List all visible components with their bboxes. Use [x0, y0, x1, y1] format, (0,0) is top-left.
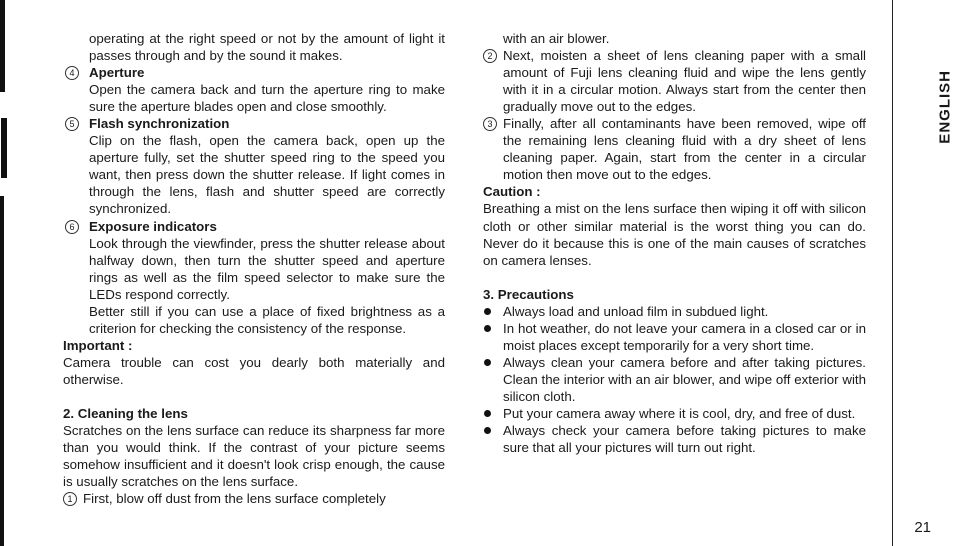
section-3-title: 3. Precautions: [483, 286, 574, 302]
precaution-item: Put your camera away where it is cool, dry, and free of dust.: [483, 405, 866, 422]
right-column: [483, 30, 866, 456]
caution-text: Breathing a mist on the lens surface then wiping it off with silicon cloth or other similar material is the worst thing you can do. Never do it because this is one of the main causes of scratches on camera lenses.: [483, 201, 866, 268]
circled-number: 4: [65, 66, 79, 80]
precaution-item: In hot weather, do not leave your camera in a closed car or in moist places except temporarily for a very short time.: [483, 320, 866, 354]
language-label: ENGLISH: [937, 70, 954, 144]
intro-text: operating at the right speed or not by the amount of light it passes through and by the sound it makes.: [89, 31, 445, 64]
item-flash-heading: 5 Flash synchronization: [63, 115, 445, 132]
item-flash-text: Clip on the flash, open the camera back, open up the aperture fully, set the shutter speed ring to the speed you want, then press down the shutter release. If light comes in through the lens, flash and shutter speed are correctly synchronized.: [89, 133, 445, 217]
circled-number: 6: [65, 220, 79, 234]
precaution-item: Always check your camera before taking pictures to make sure that all your pictures will turn out right.: [483, 422, 866, 456]
cleaning-step-2: 2 Next, moisten a sheet of lens cleaning paper with a small amount of Fuji lens cleaning fluid and wipe the lens gently with it in a circular motion. Always start from the center then gradually move out to the edges.: [483, 47, 866, 115]
bullet-icon: [484, 410, 491, 417]
circled-number: 1: [63, 492, 77, 506]
important-label: Important :: [63, 337, 133, 353]
bullet-icon: [484, 308, 491, 315]
binding-edge-mark: [0, 196, 4, 546]
cleaning-step-1-continued: with an air blower.: [503, 31, 610, 46]
binding-edge-mark: [1, 118, 7, 178]
item-exposure-text-2: Better still if you can use a place of fixed brightness as a criterion for checking the consistency of the response.: [89, 303, 445, 336]
circled-number: 5: [65, 117, 79, 131]
binding-edge-mark: [0, 0, 5, 92]
bullet-icon: [484, 325, 491, 332]
cleaning-step-1: 1 First, blow off dust from the lens surface completely: [63, 490, 445, 507]
section-2-title: 2. Cleaning the lens: [63, 405, 188, 421]
bullet-icon: [484, 427, 491, 434]
precaution-item: Always clean your camera before and after taking pictures. Clean the interior with an air blower, and wipe off exterior with silicon cloth.: [483, 354, 866, 405]
circled-number: 2: [483, 49, 497, 63]
page-number: 21: [914, 519, 931, 536]
caution-label: Caution :: [483, 184, 541, 200]
item-aperture-text: Open the camera back and turn the aperture ring to make sure the aperture blades open and close smoothly.: [89, 82, 445, 115]
item-aperture-heading: 4 Aperture: [63, 64, 445, 81]
section-2-text: Scratches on the lens surface can reduce its sharpness far more than you would think. If the contrast of your picture seems somehow insufficient and it doesn't look crisp enough, the cause is usually scratches on the lens surface.: [63, 423, 445, 490]
important-text: Camera trouble can cost you dearly both materially and otherwise.: [63, 354, 445, 387]
precaution-item: Always load and unload film in subdued light.: [483, 303, 866, 320]
language-side-tab: [892, 0, 954, 546]
circled-number: 3: [483, 117, 497, 131]
item-exposure-text: Look through the viewfinder, press the shutter release about halfway down, then turn the shutter speed and aperture rings as well as the film speed selector to make sure the LEDs respond correctly.: [89, 235, 445, 302]
left-column: [63, 30, 445, 507]
bullet-icon: [484, 359, 491, 366]
cleaning-step-3: 3 Finally, after all contaminants have been removed, wipe off the remaining lens cleaning fluid with a dry sheet of lens cleaning paper. Again, start from the center in a circular motion then move out to the edges.: [483, 115, 866, 183]
item-exposure-heading: 6 Exposure indicators: [63, 218, 445, 235]
